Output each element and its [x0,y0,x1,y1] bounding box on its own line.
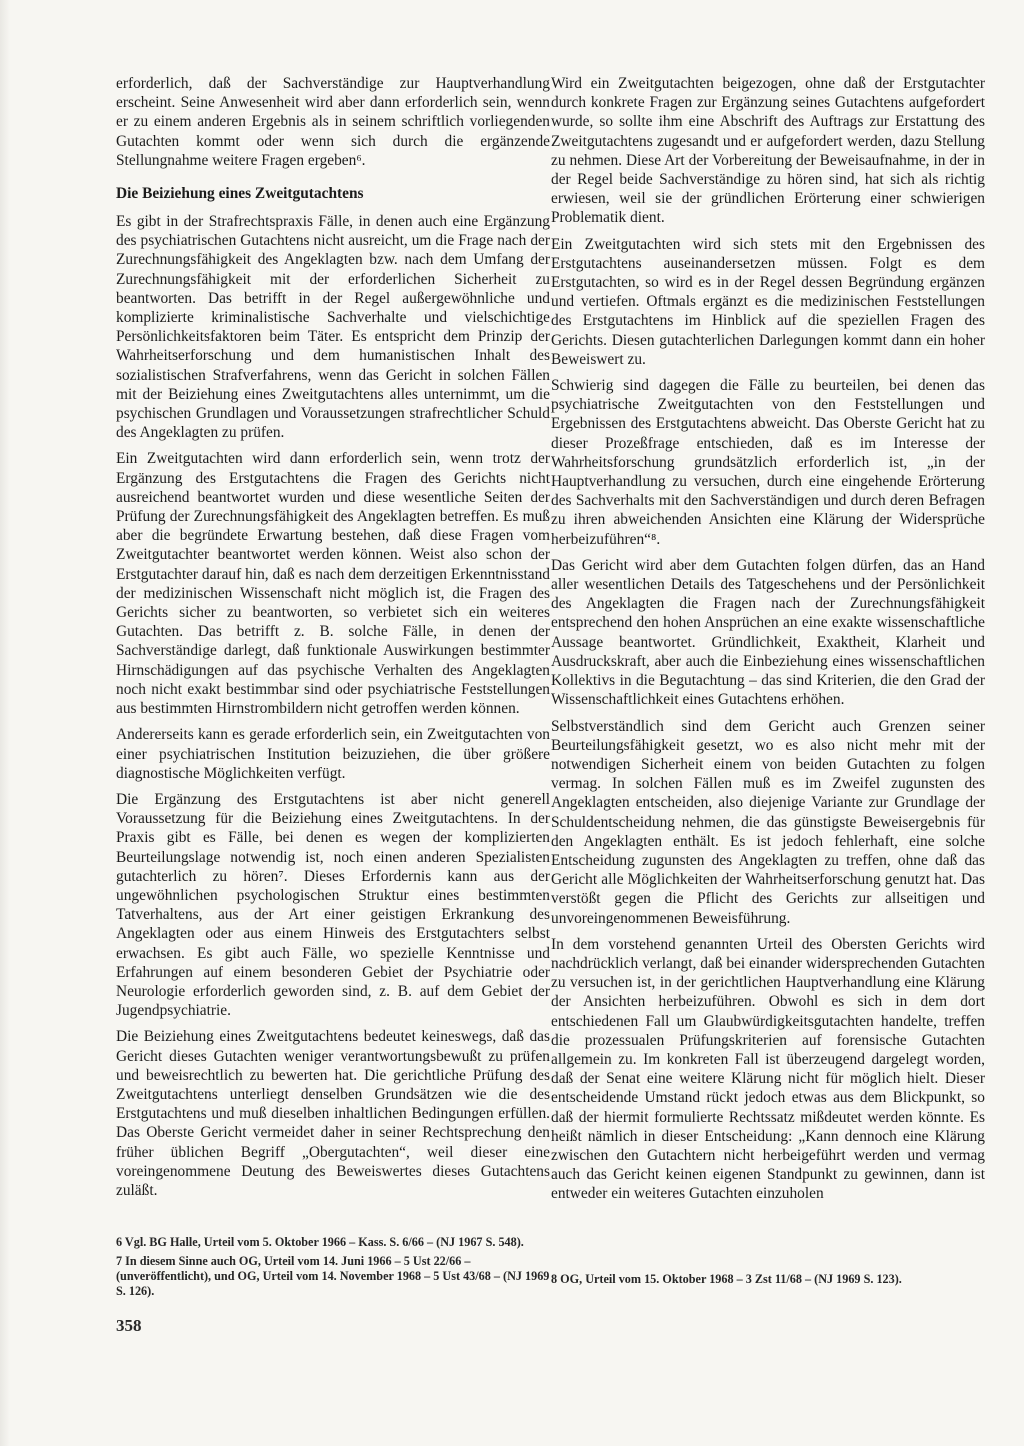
right-paragraph: Schwierig sind dagegen die Fälle zu beurteilen, bei denen das psychiatrische Zweitgutachten von den Feststellungen und Ergebnissen des Erstgutachtens abweicht. Das Oberste Gericht hat zu dieser Prozeßfrage entschieden, daß es im Interesse der Wahrheitsforschung grundsätzlich erforderlich ist, „in der Hauptverhandlung zu versuchen, durch eine eingehende Erörterung des Sachverhalts mit den Sachverständigen und durch deren Befragen zu ihren abweichenden Ansichten eine Klärung der Widersprüche herbeizuführen“⁸. [551,377,985,548]
left-paragraph: Es gibt in der Strafrechtspraxis Fälle, in denen auch eine Ergänzung des psychiatrischen Gutachtens nicht ausreicht, um die Frage nach der Zurechnungsfähigkeit des Angeklagten bzw. nach dem Umfang der Zurechnungsfähigkeit mit der erforderlichen Sicherheit zu beantworten. Das betrifft in der Regel außergewöhnliche und komplizierte kriminalistische Sachverhalte und vielschichtige Persönlichkeitsfaktoren beim Täter. Es entspricht dem Prinzip der Wahrheitserforschung und dem humanistischen Inhalt des sozialistischen Strafverfahrens, wenn das Gericht in solchen Fällen mit der Beiziehung eines Zweitgutachtens alles unternimmt, um die psychischen Grundlagen und Voraussetzungen strafrechtlicher Schuld des Angeklagten zu prüfen. [116,213,550,442]
left-paragraph-intro: erforderlich, daß der Sachverständige zur Hauptverhandlung erscheint. Seine Anwesenheit wird aber dann erforderlich sein, wenn er zu einem anderen Ergebnis als in seinem schriftlich vorliegenden Gutachten kommt oder wenn sich durch die ergänzende Stellungnahme weitere Fragen ergeben⁶. [116,75,550,169]
footnote-6: 6 Vgl. BG Halle, Urteil vom 5. Oktober 1966 – Kass. S. 6/66 – (NJ 1967 S. 548). [116,1235,524,1249]
footnote-8: 8 OG, Urteil vom 15. Oktober 1968 – 3 Zst 11/68 – (NJ 1969 S. 123). [551,1272,902,1286]
page-number: 358 [116,1316,142,1335]
section-heading: Die Beiziehung eines Zweitgutachtens [116,185,364,203]
left-column [116,74,550,1207]
scan-edge-shadow [0,0,10,1446]
right-column [551,74,985,1211]
right-paragraph: Ein Zweitgutachten wird sich stets mit den Ergebnissen des Erstgutachtens auseinandersetzen müssen. Folgt es dem Erstgutachten, so wird es in der Regel dessen Begründung ergänzen und vertiefen. Oftmals ergänzt es die medizinischen Feststellungen des Erstgutachtens im Hinblick auf die speziellen Fragen des Gerichts. Diesen gutachterlichen Darlegungen kommt dann ein hoher Beweiswert zu. [551,235,985,368]
right-paragraph: In dem vorstehend genannten Urteil des Obersten Gerichts wird nachdrücklich verlangt, daß bei einander widersprechenden Gutachten zu versuchen ist, in der gerichtlichen Hauptverhandlung eine Klärung der Ansichten herbeizuführen. Obwohl es sich in dem dort entschiedenen Fall um Glaubwürdigkeitsgutachten handelte, treffen die prozessualen Prüfungskriterien auf forensische Gutachten allgemein zu. Im konkreten Fall ist überzeugend dargelegt worden, daß der Senat eine weitere Klärung nicht für möglich hielt. Dieser entscheidende Umstand rückt jedoch etwas aus dem Blickpunkt, so daß der hiermit formulierte Rechtssatz mißdeutet werden könnte. Es heißt nämlich in dieser Entscheidung: „Kann dennoch eine Klärung zwischen den Gutachtern nicht herbeigeführt werden und vermag auch das Gericht keinen eigenen Standpunkt zu gewinnen, dann ist entweder ein weiteres Gutachten einzuholen [551,935,985,1203]
left-paragraph: Die Ergänzung des Erstgutachtens ist aber nicht generell Voraussetzung für die Beiziehung eines Zweitgutachtens. In der Praxis gibt es Fälle, bei denen es wegen der komplizierten Beurteilungslage notwendig ist, noch einen anderen Spezialisten gutachterlich zu hören⁷. Dieses Erfordernis kann aus der ungewöhnlichen psychologischen Struktur eines bestimmten Tatverhaltens, aus der Art einer geistigen Erkrankung des Angeklagten oder aus einem Hinweis des Erstgutachters selbst erwachsen. Es gibt auch Fälle, wo spezielle Kenntnisse und Erfahrungen auf einem besonderen Gebiet der Psychiatrie oder Neurologie erforderlich geworden sind, z. B. auf dem Gebiet der Jugendpsychiatrie. [116,790,550,1020]
footnotes-right [551,1272,985,1291]
left-paragraph: Ein Zweitgutachten wird dann erforderlich sein, wenn trotz der Ergänzung des Erstgutachtens die Fragen des Gerichts nicht ausreichend beantwortet wurden und diese wesentliche Seiten der Prüfung der Zurechnungsfähigkeit des Angeklagten betreffen. Es muß aber die begründete Erwartung bestehen, daß diese Fragen vom Zweitgutachter beantwortet werden können. Weist also schon der Erstgutachter darauf hin, daß es nach dem derzeitigen Erkenntnisstand der medizinischen Wissenschaft nicht möglich ist, die Fragen des Gerichts sicher zu beantworten, so verbietet sich ein weiteres Gutachten. Das betrifft z. B. solche Fälle, in denen der Sachverständige darlegt, daß funktionale Auswirkungen bestimmter Hirnschädigungen auf das psychische Verhalten des Angeklagten noch nicht exakt bestimmbar sind oder psychiatrische Feststellungen aus bestimmten Hirnstrombildern nicht getroffen werden können. [116,450,550,718]
footnotes-left [116,1235,550,1303]
left-paragraph: Die Beiziehung eines Zweitgutachtens bedeutet keineswegs, daß das Gericht dieses Gutachten weniger verantwortungsbewußt zu prüfen und beweisrechtlich zu bewerten hat. Die gerichtliche Prüfung des Zweitgutachtens unterliegt denselben Grundsätzen wie die des Erstgutachtens und muß dieselben inhaltlichen Bedingungen erfüllen. Das Oberste Gericht vermeidet daher in seiner Rechtsprechung den früher üblichen Begriff „Obergutachten“, weil dieser eine voreingenommene Deutung des Beweiswertes dieses Gutachtens zuläßt. [116,1028,550,1199]
right-paragraph: Selbstverständlich sind dem Gericht auch Grenzen seiner Beurteilungsfähigkeit gesetzt, wo es also nicht mehr mit der notwendigen Sicherheit einem von beiden Gutachten zu folgen vermag. In solchen Fällen muß es im Zweifel zugunsten des Angeklagten entscheiden, also diejenige Variante zur Grundlage der Schuldentscheidung nehmen, die das günstigste Beweisergebnis für den Angeklagten enthält. Es ist jedoch fehlerhaft, eine solche Entscheidung zugunsten des Angeklagten zu treffen, ohne daß das Gericht alle Möglichkeiten der Wahrheitserforschung genutzt hat. Das verstößt gegen die Pflicht des Gerichts zur allseitigen und unvoreingenommenen Beweisführung. [551,717,985,927]
footnote-7: 7 In diesem Sinne auch OG, Urteil vom 14. Juni 1966 – 5 Ust 22/66 – (unveröffentlicht), und OG, Urteil vom 14. November 1968 – 5 Ust 43/68 – (NJ 1969 S. 126). [116,1254,550,1298]
right-paragraph: Wird ein Zweitgutachten beigezogen, ohne daß der Erstgutachter durch konkrete Fragen zur Ergänzung seines Gutachtens aufgefordert wurde, so sollte ihm eine Abschrift des Auftrags zur Erstattung des Zweitgutachtens zugesandt und er aufgefordert werden, dazu Stellung zu nehmen. Diese Art der Vorbereitung der Beweisaufnahme, in der in der Regel beide Sachverständige zu hören sind, hat sich als richtig erwiesen, weil sie der gründlichen Erörterung einer schwierigen Problematik dient. [551,75,985,227]
left-paragraph: Andererseits kann es gerade erforderlich sein, ein Zweitgutachten von einer psychiatrischen Institution beizuziehen, die über größere diagnostische Möglichkeiten verfügt. [116,726,550,782]
right-paragraph: Das Gericht wird aber dem Gutachten folgen dürfen, das an Hand aller wesentlichen Details des Tatgeschehens und der Persönlichkeit des Angeklagten die Fragen nach der Zurechnungsfähigkeit entsprechend den hohen Ansprüchen an eine exakte wissenschaftliche Aussage beantwortet. Gründlichkeit, Exaktheit, Klarheit und Ausdruckskraft, aber auch die Einbeziehung eines wissenschaftlichen Kollektivs in die Begutachtung – das sind Kriterien, die den Grad der Wissenschaftlichkeit eines Gutachtens erhöhen. [551,556,985,709]
